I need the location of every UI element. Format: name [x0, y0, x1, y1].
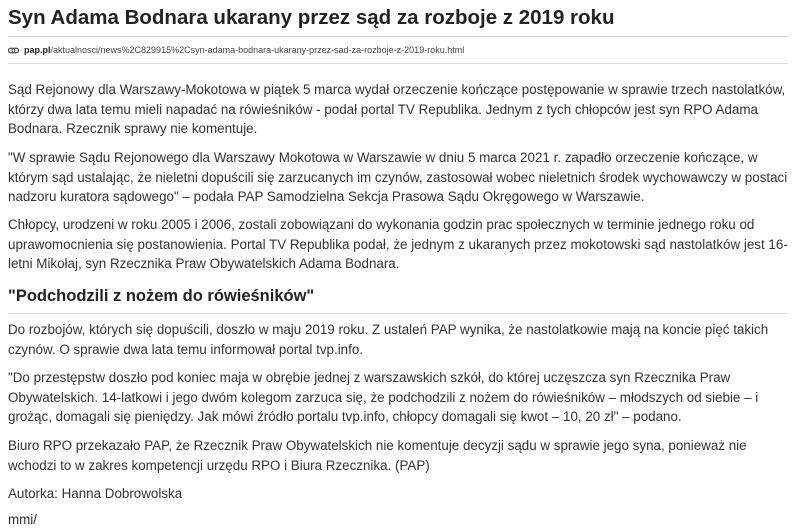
author-line: Autorka: Hanna Dobrowolska: [8, 486, 183, 501]
article-title: Syn Adama Bodnara ukarany przez sąd za rozboje z 2019 roku: [8, 6, 615, 29]
article-paragraph: Sąd Rejonowy dla Warszawy-Mokotowa w piątek 5 marca wydał orzeczenie kończące postępowanie w sprawie trzech nastolatków, którzy dwa lata temu mieli napadać na rówieśników - podał portal TV Republika. Jednym z tych chłopców jest syn RPO Adama Bodnara. Rzecznik sprawy nie komentuje.: [8, 82, 786, 136]
article-paragraph: "W sprawie Sądu Rejonowego dla Warszawy Mokotowa w Warszawie w dniu 5 marca 2021 r. zapadło orzeczenie kończące, w którym sąd ustalając, że nieletni dopuścili się zarzucanych im czynów, zastosował wobec nieletnich środek wychowawczy w postaci nadzoru kuratora sądowego" – podała PAP Samodzielna Sekcja Prasowa Sądu Okręgowego w Warszawie.: [8, 150, 788, 204]
article-paragraph: "Do przestępstw doszło pod koniec maja w obrębie jednej z warszawskich szkół, do której uczęszcza syn Rzecznika Praw Obywatelskich. 14-latkowi i jego dwóm kolegom zarzuca się, że podchodzili z nożem do rówieśników – młodszych od siebie – i grożąc, domagali się pieniędzy. Jak mówi źródło portalu tvp.info, chłopcy domagali się kwot – 10, 20 zł" – podano.: [8, 370, 759, 424]
article-paragraph: Chłopcy, urodzeni w roku 2005 i 2006, zostali zobowiązani do wykonania godzin prac społecznych w terminie jednego roku od uprawomocnienia się postanowienia. Portal TV Republika podał, że jednym z ukaranych przez mokotowski sąd nastolatków jest 16-letni Mikołaj, syn Rzecznika Praw Obywatelskich Adama Bodnara.: [8, 217, 788, 271]
signature: mmi/: [8, 512, 38, 527]
article-subheading: "Podchodzili z nożem do rówieśników": [8, 287, 315, 305]
source-url[interactable]: [8, 43, 793, 57]
source-domain[interactable]: pap.pl: [24, 45, 51, 55]
article-paragraph: Biuro RPO przekazało PAP, że Rzecznik Praw Obywatelskich nie komentuje decyzji sądu w sprawie jego syna, ponieważ nie wchodzi to w zakres kompetencji urzędu RPO i Biura Rzecznika. (PAP): [8, 438, 747, 473]
subheading-divider: [8, 313, 788, 314]
source-path[interactable]: /aktualnosci/news%2C829915%2Csyn-adama-bodnara-ukarany-przez-sad-za-rozboje-z-2019-roku.html: [50, 45, 465, 55]
url-divider: [8, 63, 788, 64]
article-paragraph: Do rozbojów, których się dopuścili, doszło w maju 2019 roku. Z ustaleń PAP wynika, że nastolatkowie mają na koncie pięć takich czynów. O sprawie dwa lata temu informował portal tvp.info.: [8, 322, 769, 357]
title-divider: [8, 36, 788, 37]
link-icon: [8, 45, 19, 56]
